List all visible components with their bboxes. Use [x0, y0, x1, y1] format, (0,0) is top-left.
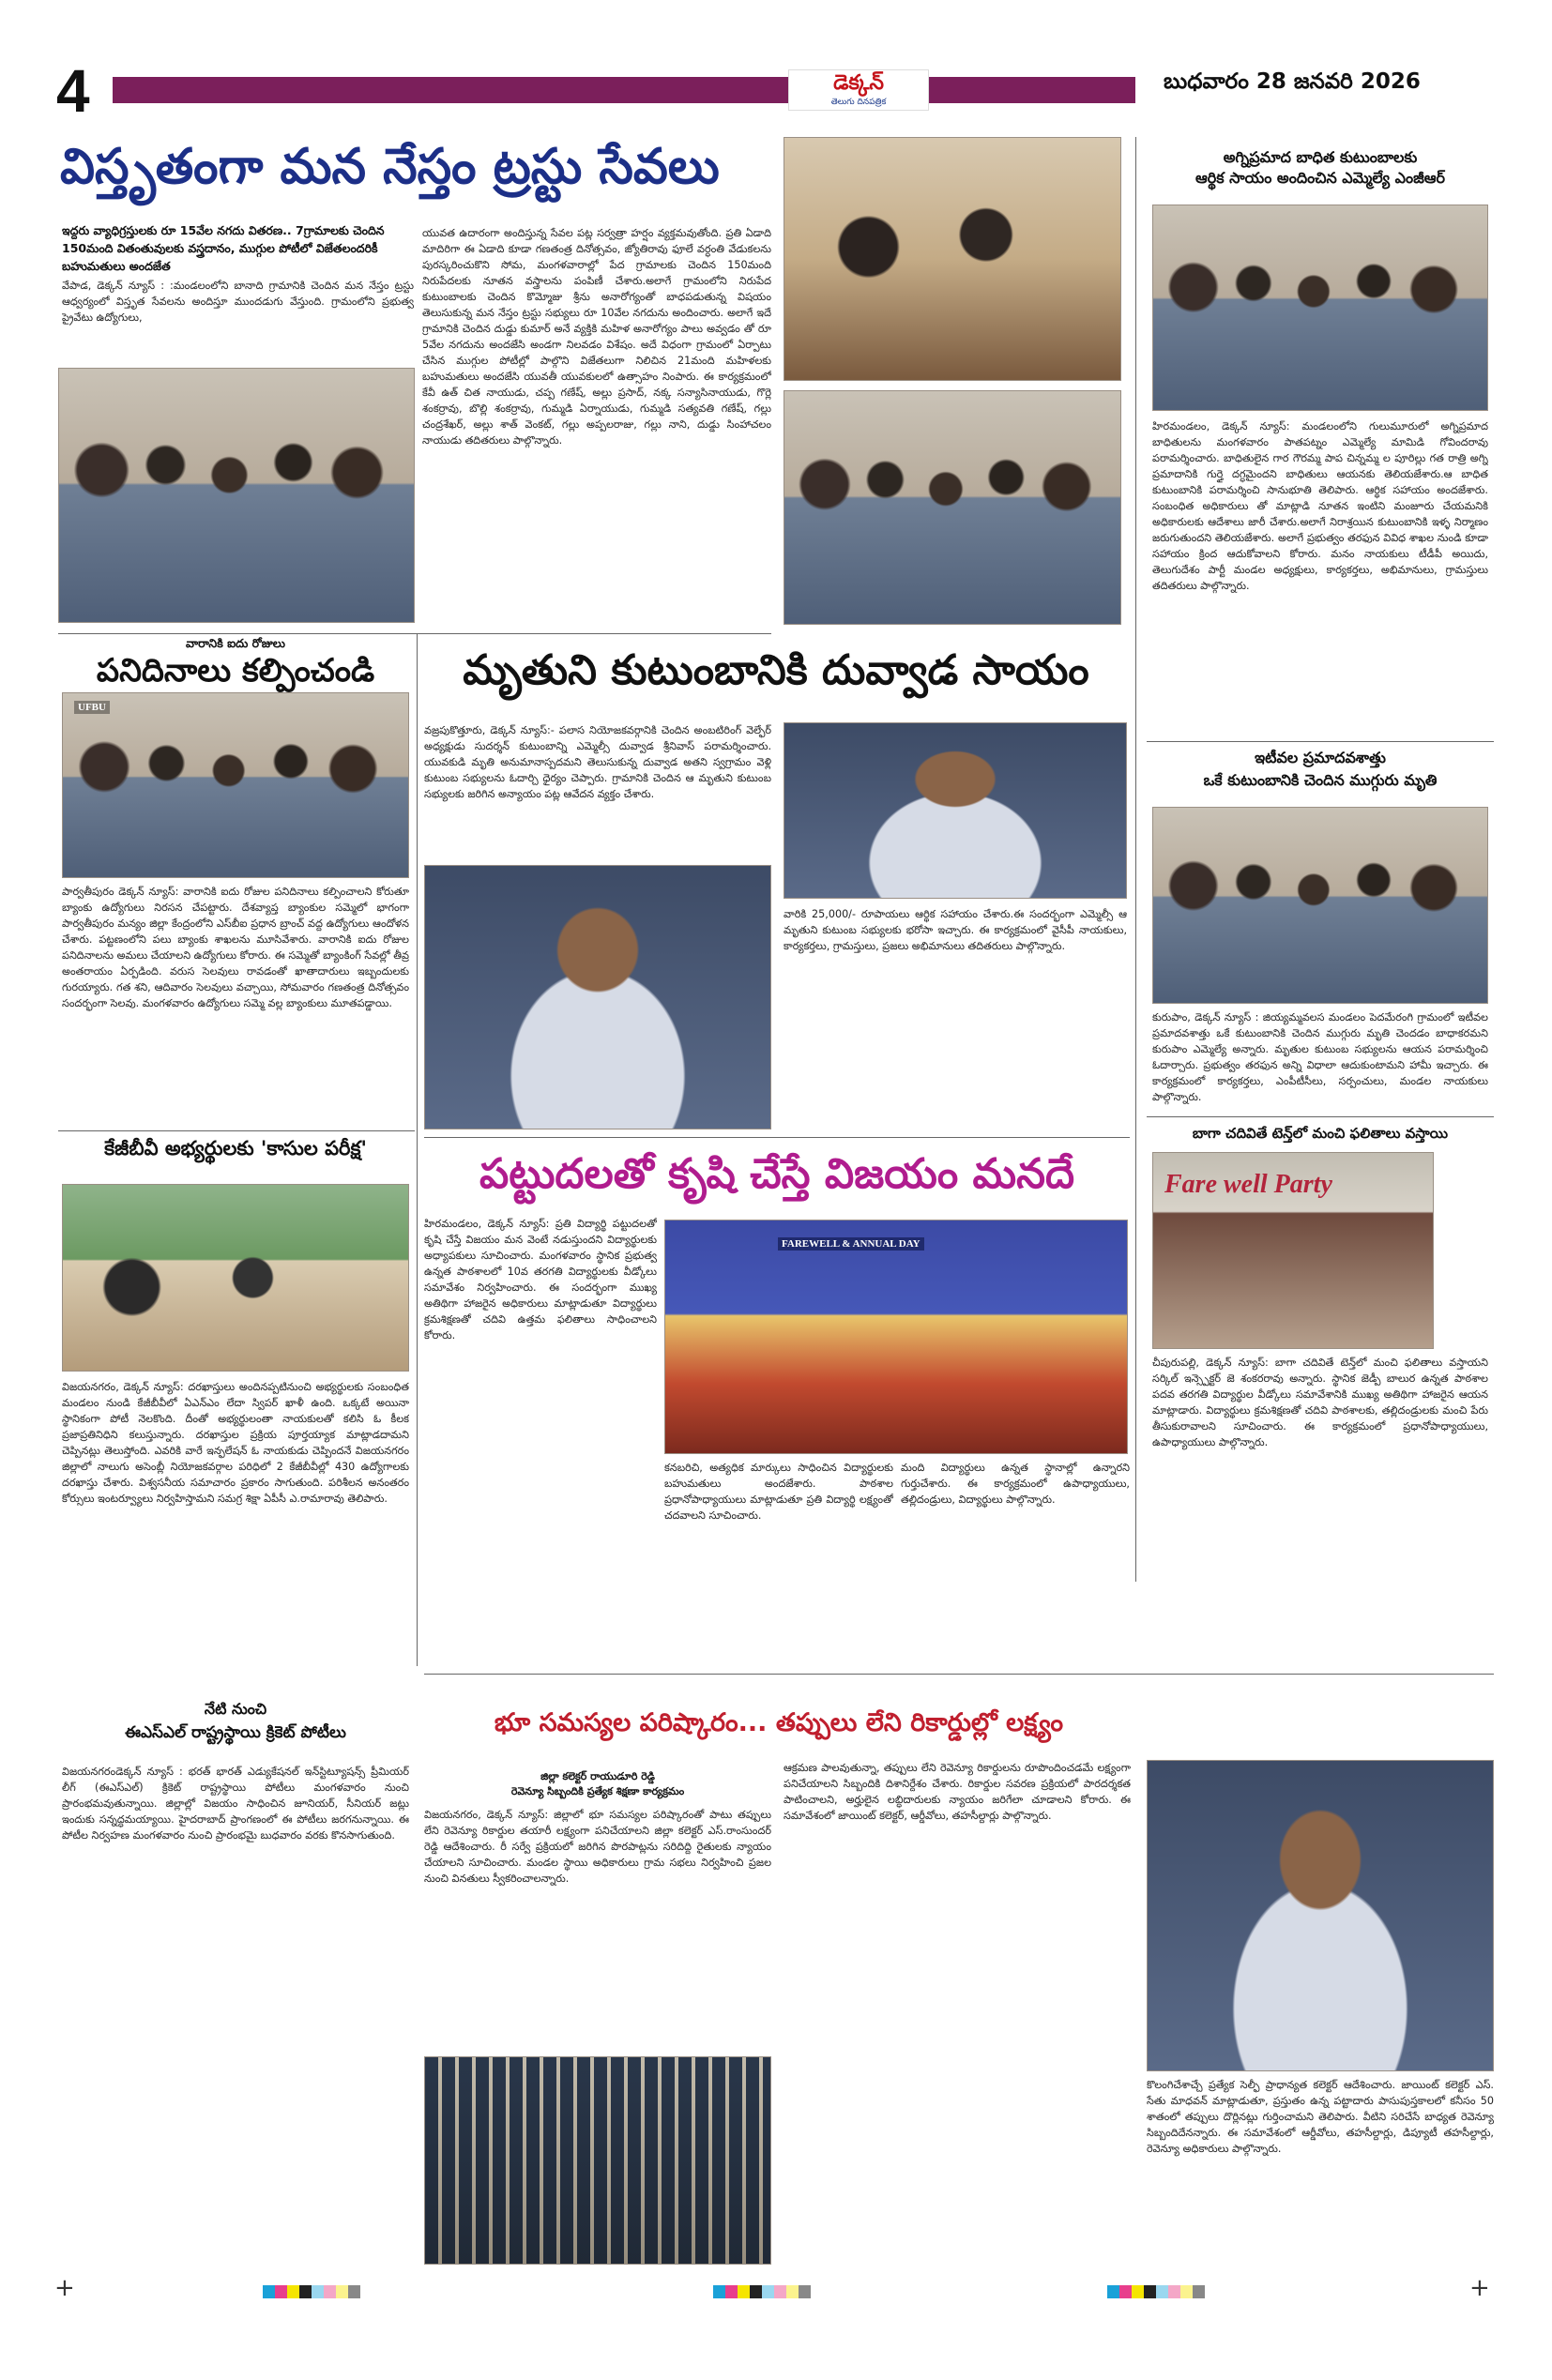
body-bank: పార్వతీపురం డెక్కన్ న్యూస్: వారానికి ఐదు రోజుల పనిదినాలు కల్పించాలని కోరుతూ బ్యాంకు ఉద్యోగులు నిరసన చేపట్టారు. దేశవ్యాప్త బ్యాంకుల సమ్మెలో భాగంగా పార్వతీపురం మన్యం జిల్లా కేంద్రంలోని ఎస్‌బీఐ ప్రధాన బ్రాంచ్ వద్ద ఉద్యోగులు ఆందోళన చేశారు. పట్టణంలోని పలు బ్యాంకు శాఖలను మూసివేశారు. వారానికి ఐదు రోజుల పనిదినాలను అమలు చేయాలని ఉద్యోగులు కోరారు. ఈ సమ్మెతో బ్యాంకింగ్ సేవల్లో తీవ్ర అంతరాయం ఏర్పడింది. వరుస సెలవులు రావడంతో ఖాతాదారులు ఇబ్బందులకు గురయ్యారు. గత శని, ఆదివారం సెలవులు వచ్చాయి, సోమవారం గణతంత్ర దినోత్సవం సందర్భంగా సెలవు. మంగళవారం ఉద్యోగులు సమ్మె వల్ల బ్యాంకులు మూతపడ్డాయి. — [62, 886, 409, 1009]
kicker-bhoomi-1: జిల్లా కలెక్టర్ రాయుడూరి రెడ్డి — [540, 1770, 655, 1782]
headline-kgbv: కేజీబీవీ అభ్యర్థులకు 'కాసుల పరీక్ష' — [104, 1137, 367, 1160]
photo-bank-protest — [62, 692, 409, 878]
body-bhoomi-3: కొలంగిచేశాచ్చే ప్రత్యేక సెల్ఫీ ప్రాధాన్యత కలెక్టర్ ఆదేశించారు. జాయింట్ కలెక్టర్ ఎస్. సేతు మాధవన్ మాట్లాడుతూ, ప్రస్తుతం ఉన్న పట్టాదారు పాసుపుస్తకాలలో కనీసం 50 శాతంలో తప్పులు దొర్లినట్లు గుర్తించామని తెలిపారు. వీటిని సరిచేసే బాధ్యత రెవెన్యూ సిబ్బందిదేనన్నారు. ఈ సమావేశంలో ఆర్డీవోలు, తహసీల్దార్లు, డిప్యూటీ తహసీల్దార్లు, రెవెన్యూ అధికారులు పాల్గొన్నారు. — [1147, 2079, 1494, 2155]
body-nestham-left: వేపాడ, డెక్కన్ న్యూస్ : :మండలంలోని బానాది గ్రామానికి చెందిన మన నేస్తం ట్రస్టు ఆధ్వర్యంలో విస్తృత సేవలను అందిస్తూ ముందడుగు వేస్తుంది. గ్రామంలోని ప్రభుత్వ ప్రైవేటు ఉద్యోగులు, — [62, 280, 414, 324]
photo-duvvada-2 — [424, 865, 771, 1129]
kicker-bhoomi-2: రెవెన్యూ సిబ్బందికి ప్రత్యేక శిక్షణా కార్యక్రమం — [510, 1785, 685, 1797]
photo-duvvada-1 — [784, 722, 1127, 899]
body-krushi-1: హిరమండలం, డెక్కన్ న్యూస్: ప్రతి విద్యార్థి పట్టుదలతో కృషి చేస్తే విజయం మన వెంటే నడుస్తుందని విద్యార్థులకు అధ్యాపకులు సూచించారు. మంగళవారం స్థానిక ప్రభుత్వ ఉన్నత పాఠశాలలో 10వ తరగతి విద్యార్థులకు వీడ్కోలు సమావేశం నిర్వహించారు. ఈ సందర్భంగా ముఖ్య అతిథిగా హాజరైన అధికారులు మాట్లాడుతూ విద్యార్థులు క్రమశిక్షణతో చదివి ఉత్తమ ఫలితాలు సాధించాలని కోరారు. — [424, 1218, 657, 1342]
photo-kgbv — [62, 1184, 409, 1372]
divider-krushi — [424, 1137, 1130, 1138]
body-itiki: కురుపాం, డెక్కన్ న్యూస్ : జియ్యమ్మవలస మండలం పెదమేరంగి గ్రామంలో ఇటీవల ప్రమాదవశాత్తు ఒకే కుటుంబానికి చెందిన ముగ్గురు మృతి చెందడం బాధాకరమని కురుపాం ఎమ్మెల్యే అన్నారు. మృతుల కుటుంబ సభ్యులను ఆయన పరామర్శించి ఓదార్చారు. ప్రభుత్వం తరఫున అన్ని విధాలా ఆదుకుంటామని హామీ ఇచ్చారు. ఈ కార్యక్రమంలో కార్యకర్తలు, ఎంపీటీసీలు, సర్పంచులు, మండల నాయకులు పాల్గొన్నారు. — [1152, 1011, 1488, 1103]
headline-bank: పనిదినాలు కల్పించండి — [96, 652, 375, 690]
color-bar-3 — [1107, 2285, 1205, 2298]
body-duvvada-2: వారికి 25,000/- రూపాయలు ఆర్థిక సహాయం చేశారు.ఈ సందర్భంగా ఎమ్మెల్సీ ఆ మృతుని కుటుంబ సభ్యులకు భరోసా ఇచ్చారు. ఈ కార్యక్రమంలో వైసీపీ నాయకులు, కార్యకర్తలు, గ్రామస్తులు, ప్రజలు అభిమానులు తదితరులు పాల్గొన్నారు. — [784, 908, 1127, 952]
newspaper-logo[interactable] — [788, 69, 929, 111]
headline-ipl: ఈఎస్‌ఎల్ రాష్ట్రస్థాయి క్రికెట్ పోటీలు — [125, 1723, 346, 1742]
logo-text: డెక్కన్ — [833, 71, 884, 95]
body-baga: చీపురుపల్లి, డెక్కన్ న్యూస్: బాగా చదివితే టెన్త్‌లో మంచి ఫలితాలు వస్తాయని సర్కిల్ ఇన్స్పెక్టర్ జె శంకరరావు అన్నారు. స్థానిక జెడ్పీ బాలుర ఉన్నత పాఠశాల పదవ తరగతి విద్యార్థుల వీడ్కోలు సమావేశానికి ముఖ్య అతిథిగా హాజరైన ఆయన మాట్లాడారు. విద్యార్థులు క్రమశిక్షణతో చదివి పాఠశాలకు, తల్లిదండ్రులకు మంచి పేరు తీసుకురావాలని సూచించారు. ఈ కార్యక్రమంలో ప్రధానోపాధ్యాయులు, ఉపాధ్యాయులు పాల్గొన్నారు. — [1152, 1357, 1488, 1448]
photo-bhoomi-hall — [424, 2056, 771, 2265]
photo-nestham-1 — [784, 137, 1121, 381]
photo-agni — [1152, 205, 1488, 411]
headline-agni-2: ఆర్థిక సాయం అందించిన ఎమ్మెల్యే ఎంజీఆర్ — [1194, 169, 1446, 187]
photo-itiki — [1152, 807, 1488, 1004]
body-nestham-right: యువత ఉదారంగా అందిస్తున్న సేవల పట్ల సర్వత్రా హర్షం వ్యక్తమవుతోంది. ప్రతి ఏడాది మాదిరిగా ఈ ఏడాది కూడా గణతంత్ర దినోత్సవం, జ్యోతిరావు ఫూలే వర్ధంతి వేడుకలను పురస్కరించుకొని సోమ, మంగళవారాల్లో పేద గ్రామాలకు చెందిన 150మంది నిరుపేదలకు నూతన వస్త్రాలను పంపిణీ చేశారు.అలాగే గ్రామంలోని నిరుపేద కుటుంబాలకు చెందిన కొమ్మోజు శ్రీను అనారోగ్యంతో బాధపడుతున్న విషయం తెలుసుకున్న మన నేస్తం ట్రస్టు సభ్యులు రూ 10వేల నగదును అందించారు. అలాగే ఇదే గ్రామానికి చెందిన దుడ్డు కుమార్ అనే వ్యక్తికి మహిళ అనారోగ్యం పాలు అవ్వడం తో రూ 5వేల నగదును అందజేసి అండగా నిలవడం విశేషం. అదే విధంగా గ్రామంలో ఏర్పాటు చేసిన ముగ్గుల పోటీల్లో పాల్గొని విజేతలుగా నిలిచిన 21మంది మహిళలకు బహుమతులు అందజేసి యువతీ యువకులలో ఉత్సాహం నింపారు. ఈ కార్యక్రమంలో కేవీ ఉత్ చిత నాయుడు, చప్ప గణేష్, అల్లు ప్రసాద్, నక్క సన్యాసినాయుడు, గొర్లె శంకర్రావు, బొల్లి శంకర్రావు, గుమ్మడి ఏర్నాయుడు, గుమ్మడి సత్యవతి గణేష్, గల్లు చంద్రశేఖర్, అల్లు శాత్ వెంకట్, గల్లు అప్పలరాజు, గల్లు నాని, దుడ్డు సింహాచలం నాయుడు తదితరులు పాల్గొన్నారు. — [422, 227, 771, 447]
headline-itiki-2: ఒకే కుటుంబానికి చెందిన ముగ్గురు మృతి — [1203, 771, 1438, 789]
column-divider-left — [417, 634, 418, 1666]
kicker-nestham: ఇద్దరు వ్యాధిగ్రస్తులకు రూ 15వేల నగదు వితరణ.. 7గ్రామాలకు చెందిన 150మంది వితంతువులకు వస్త్రదానం, ముగ్గుల పోటీలో విజేతలందరికీ బహుమతులు అందజేత — [62, 223, 385, 273]
divider-agni — [1147, 741, 1494, 742]
headline-duvvada: మృతుని కుటుంబానికి దువ్వాడ సాయం — [463, 646, 1089, 694]
page-number: 4 — [56, 57, 90, 125]
body-duvvada-1: వజ్రపుకొత్తూరు, డెక్కన్ న్యూస్:- పలాస నియోజకవర్గానికి చెందిన అంబటిరింగ్ వెల్ఫేర్ అధ్యక్షుడు సుదర్శన్ కుటుంబాన్ని ఎమ్మెల్సీ దువ్వాడ శ్రీనివాస్ పరామర్శించారు. యువకుడి మృతి అనుమానాస్పదమని తెలుసుకున్న దువ్వాడ అతని స్వగ్రామం వెళ్లి కుటుంబ సభ్యులను ఓదార్చి ధైర్యం చెప్పారు. గ్రామానికి చెందిన ఆ మృతుని కుటుంబ సభ్యులకు జరిగిన అన్యాయం పట్ల ఆవేదన వ్యక్తం చేశారు. — [424, 724, 771, 800]
body-agni: హిరమండలం, డెక్కన్ న్యూస్: మండలంలోని గులుమూరులో అగ్నిప్రమాద బాధితులను మంగళవారం పాతపట్నం ఎమ్మెల్యే మామిడి గోవిందరావు పరామర్శించారు. బాధితులైన గార గౌరమ్మ పాప చిన్నమ్మ ల పూరిల్లు గత రాత్రి అగ్ని ప్రమాదానికి గుర్తై దగ్ధమైందని బాధితులు ఆయనకు తెలియజేశారు.ఆ బాధిత కుటుంబానికి పరామర్శించి సానుభూతి తెలిపారు. ఆర్థిక సహాయం అందజేశారు. సంబంధిత అధికారులు తో మాట్లాడి నూతన ఇంటిని మంజూరు చేయమనికి అధికారులకు ఆదేశాలు జారీ చేశారు.అలాగే నిరాశ్రయిన కుటుంబానికి ఇళ్ళ నిర్మాణం జరుగుతుందని తెలియజేశారు. అలాగే ప్రభుత్వం తరఫున వివిధ శాఖల నుండి కూడా సహాయం క్రింద ఆదుకోవాలని కోరారు. మనం నాయకులు టీడీపీ అయిదు, తెలుగుదేశం పార్టీ మండల అధ్యక్షులు, కార్యకర్తలు, అభిమానులు, గ్రామస్తులు తదితరులు పాల్గొన్నారు. — [1152, 420, 1488, 592]
headline-agni-1: అగ్నిప్రమాద బాధిత కుటుంబాలకు — [1223, 148, 1418, 166]
divider-itiki — [1147, 1116, 1494, 1117]
photo-krushi — [664, 1220, 1128, 1454]
body-bhoomi-2: ఆక్రమణ పాలవుతున్నా, తప్పులు లేని రెవెన్యూ రికార్డులను రూపొందించడమే లక్ష్యంగా పనిచేయాలని సిబ్బందికి దిశానిర్దేశం చేశారు. రికార్డుల సవరణ ప్రక్రియలో పారదర్శకత పాటించాలని, అర్హులైన లబ్ధిదారులకు న్యాయం జరిగేలా చూడాలని కోరారు. ఈ సమావేశంలో జాయింట్ కలెక్టర్, ఆర్డీవోలు, తహసీల్దార్లు పాల్గొన్నారు. — [784, 1762, 1131, 1822]
headline-itiki-1: ఇటీవల ప్రమాదవశాత్తు — [1255, 749, 1386, 766]
divider-bank — [58, 1130, 415, 1131]
body-krushi-3: మంది విద్యార్థులు ఉన్నత స్థానాల్లో ఉన్నారని గుర్తుచేశారు. ఈ కార్యక్రమంలో ఉపాధ్యాయులు, తల్లిదండ్రులు, విద్యార్థులు పాల్గొన్నారు. — [901, 1462, 1130, 1506]
body-bhoomi-1: విజయనగరం, డెక్కన్ న్యూస్: జిల్లాలో భూ సమస్యల పరిష్కారంతో పాటు తప్పులు లేని రెవెన్యూ రికార్డుల తయారీ లక్ష్యంగా పనిచేయాలని జిల్లా కలెక్టర్ ఎస్.రాంసుందర్ రెడ్డి ఆదేశించారు. రీ సర్వే ప్రక్రియలో జరిగిన పొరపాట్లను సరిదిద్ది రైతులకు న్యాయం చేయాలని సూచించారు. మండల స్థాయి అధికారులు గ్రామ సభలు నిర్వహించి ప్రజల నుంచి వినతులు స్వీకరించాలన్నారు. — [424, 1809, 771, 1885]
color-bar-2 — [713, 2285, 811, 2298]
masthead — [56, 57, 1501, 125]
body-krushi-2: కనబరిచి, అత్యధిక మార్కులు సాధించిన విద్యార్థులకు బహుమతులు అందజేశారు. పాఠశాల ప్రధానోపాధ్యాయులు మాట్లాడుతూ ప్రతి విద్యార్థి లక్ష్యంతో చదవాలని సూచించారు. — [664, 1462, 893, 1522]
body-kgbv: విజయనగరం, డెక్కన్ న్యూస్: దరఖాస్తులు అందినప్పటినుంచి అభ్యర్థులకు సంబంధిత మండలం నుండి కేజీబీవీలో ఏఎన్‌ఎం లేదా స్విపర్ ఖాళీ ఉంది. ఒక్కటే అయినా స్థానికంగా పోటీ నెలకొంది. దీంతో అభ్యర్థులంతా నాయకులతో కలిసి ఓ కీలక ప్రజాప్రతినిధిని కలుస్తున్నారు. దరఖాస్తుల ప్రక్రియ పూర్తయ్యాక మాట్లాడదామని చెప్పినట్లు తెలుస్తోంది. ఎవరికి వారే ఇన్ఫలేషన్ ఓ నాయకుడు చెప్పిందనే విజయనగరం జిల్లాలో నాలుగు అసెంబ్లీ నియోజకవర్గాల పరిధిలో 2 కేజీబీవీల్లో 430 ఉద్యోగాలకు దరఖాస్తు చేశారు. విశ్వసనీయ సమాచారం ప్రకారం సాగుతుంది. పరిశీలన అనంతరం కోర్సులు ఇంటర్వ్యూలు నిర్వహిస్తామని సమగ్ర శిక్షా ఏపీసీ ఎ.రామారావు తెలిపారు. — [62, 1381, 409, 1505]
logo-tagline: తెలుగు దినపత్రిక — [830, 98, 887, 107]
headline-baga: బాగా చదివితే టెన్త్‌లో మంచి ఫలితాలు వస్తాయి — [1192, 1125, 1449, 1142]
column-divider — [1135, 137, 1136, 1582]
photo-nestham-2 — [784, 390, 1121, 625]
photo-nestham-donation — [58, 368, 415, 623]
photo-banner-text: FAREWELL & ANNUAL DAY — [778, 1237, 924, 1251]
body-ipl: విజయనగరండెక్కన్ న్యూస్ : భరత్ భారత్ ఎడ్యుకేషనల్ ఇన్‌స్టిట్యూషన్స్ ప్రీమియర్ లీగ్ (ఈఎస్‌ఎల్) క్రికెట్ రాష్ట్రస్థాయి పోటీలు మంగళవారం నుంచి ప్రారంభమవుతున్నాయి. జిల్లాల్లో విజయం సాధించిన జూనియర్, సీనియర్ జట్లు ఇందుకు సన్నద్ధమయ్యాయి. హైదరాబాద్ ప్రాంగణంలో ఈ పోటీలు జరగనున్నాయి. ఈ పోటీల నిర్వహణ మంగళవారం నుంచి ప్రారంభమై బుధవారం వరకు కొనసాగుతుంది. — [62, 1766, 409, 1842]
headline-krushi: పట్టుదలతో కృషి చేస్తే విజయం మనదే — [479, 1150, 1075, 1198]
issue-date: బుధవారం 28 జనవరి 2026 — [1164, 69, 1421, 94]
photo-baga — [1152, 1152, 1434, 1349]
registration-mark-right: + — [1469, 2274, 1490, 2302]
registration-mark-left: + — [54, 2274, 75, 2302]
kicker-bank: వారానికి ఐదు రోజులు — [186, 636, 285, 650]
headline-bhoomi: భూ సమస్యల పరిష్కారం... తప్పులు లేని రికార్డుల్లో లక్ష్యం — [494, 1708, 1064, 1737]
divider-bhoomi — [424, 1674, 1494, 1675]
masthead-band — [113, 77, 1135, 103]
headline-nestham: విస్తృతంగా మన నేస్తం ట్రస్టు సేవలు — [60, 139, 720, 195]
photo-banner-text: Fare well Party — [1164, 1170, 1332, 1199]
kicker-ipl: నేటి నుంచి — [204, 1700, 267, 1718]
photo-banner-text: UFBU — [74, 701, 110, 714]
photo-bhoomi-collector — [1147, 1760, 1494, 2071]
color-bar-1 — [263, 2285, 360, 2298]
